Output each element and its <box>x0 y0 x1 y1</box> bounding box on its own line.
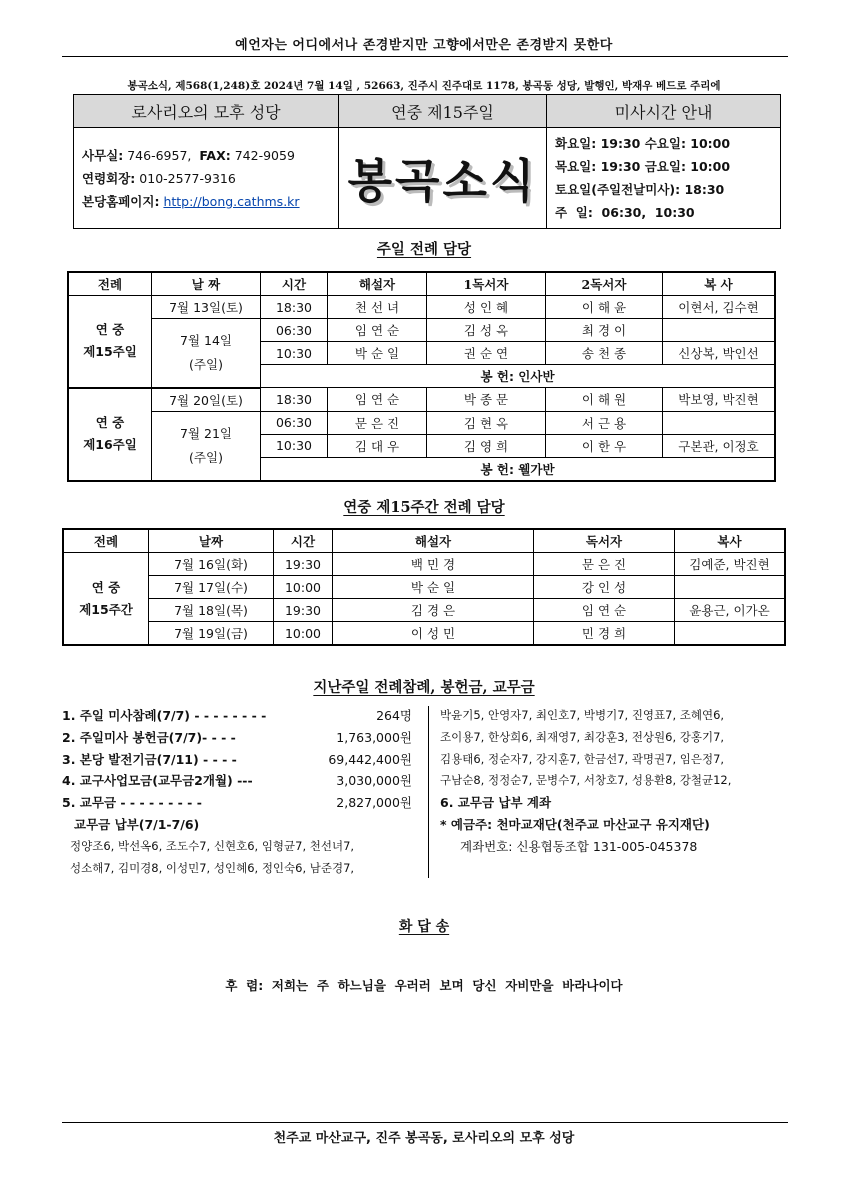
footer-text: 천주교 마산교구, 진주 봉곡동, 로사리오의 모후 성당 <box>273 1131 575 1146</box>
dues-list-line: 구남순8, 정정순7, 문병수7, 서창호7, 성용환8, 강철균12, <box>440 773 732 788</box>
mass-time-line: 목요일: 19:30 금요일: 10:00 <box>555 159 731 174</box>
servers-cell: 신상복, 박인선 <box>663 342 776 365</box>
commentator-cell: 박 순 일 <box>333 576 534 599</box>
date-cell: 7월 13일(토) <box>152 296 261 319</box>
time-cell: 10:30 <box>261 342 328 365</box>
offering-cell: 봉 헌: 웰가반 <box>261 457 776 481</box>
newsletter-title: 봉곡소식 <box>339 128 547 229</box>
date-cell: 7월 18일(목) <box>149 599 274 622</box>
commentator-cell: 박 순 일 <box>328 342 427 365</box>
homepage-link[interactable]: http://bong.cathms.kr <box>163 193 300 209</box>
finance-section-title: 지난주일 전례참례, 봉헌금, 교무금 <box>313 679 535 696</box>
weekday-section-title: 연중 제15주간 전례 담당 <box>343 499 505 516</box>
reader2-cell: 이 한 우 <box>546 434 663 457</box>
reader2-cell: 이 해 원 <box>546 388 663 412</box>
sunday-section-title: 주일 전례 담당 <box>376 241 472 258</box>
servers-cell: 구본관, 이정호 <box>663 434 776 457</box>
hymn-refrain: 후 렴: 저희는 주 하느님을 우러러 보며 당신 자비만을 바라나이다 <box>225 978 623 993</box>
column-divider <box>428 706 429 878</box>
hymn-title: 화 답 송 <box>398 919 450 935</box>
col-header: 독서자 <box>534 529 675 553</box>
date-cell: 7월 17일(수) <box>149 576 274 599</box>
time-cell: 06:30 <box>261 411 328 434</box>
date-cell: 7월 19일(금) <box>149 622 274 646</box>
finance-line: 1. 주일 미사참례(7/7) - - - - - - - - 264명 <box>62 708 412 723</box>
publication-line: 봉곡소식, 제568(1,248)호 2024년 7월 14일 , 52663, 진주시 진주대로 1178, 봉곡동 성당, 발행인, 박재우 베드로 주리에 <box>127 80 721 92</box>
commentator-cell: 김 경 은 <box>333 599 534 622</box>
date-cell: 7월 16일(화) <box>149 553 274 576</box>
col-header: 전례 <box>63 529 149 553</box>
servers-cell: 윤용근, 이가온 <box>675 599 786 622</box>
sunday-liturgy-table <box>67 271 776 482</box>
servers-cell: 김예준, 박진현 <box>675 553 786 576</box>
reader2-cell: 송 천 종 <box>546 342 663 365</box>
mass-times-title: 미사시간 안내 <box>547 95 781 128</box>
account-holder: * 예금주: 천마교재단(천주교 마산교구 유지재단) <box>440 816 710 832</box>
col-header: 복사 <box>675 529 786 553</box>
servers-cell: 이현서, 김수현 <box>663 296 776 319</box>
reader-cell: 문 은 진 <box>534 553 675 576</box>
reader1-cell: 김 성 옥 <box>427 319 546 342</box>
finance-line: 5. 교무금 - - - - - - - - - 2,827,000원 <box>62 795 412 811</box>
finance-line: 2. 주일미사 봉헌금(7/7)- - - - 1,763,000원 <box>62 729 412 745</box>
col-header: 1독서자 <box>427 272 546 296</box>
dues-list-line: 김용태6, 정순자7, 강지훈7, 한금선7, 곽명권7, 임은정7, <box>440 751 725 766</box>
col-header: 시간 <box>261 272 328 296</box>
commentator-cell: 이 성 민 <box>333 622 534 646</box>
dues-list-line: 조이용7, 한상희6, 최재영7, 최강훈3, 전상원6, 강홍기7, <box>440 729 725 744</box>
date-cell: 7월 21일 (주일) <box>152 411 261 481</box>
commentator-cell: 문 은 진 <box>328 411 427 434</box>
office-info <box>74 128 339 229</box>
servers-cell <box>663 411 776 434</box>
mass-time-line: 토요일(주일전날미사): 18:30 <box>555 182 725 197</box>
finance-right-column <box>440 705 786 858</box>
servers-cell <box>675 622 786 646</box>
reader-cell: 민 경 희 <box>534 622 675 646</box>
footer-rule <box>62 1122 788 1123</box>
weekday-liturgy-table <box>62 528 786 646</box>
top-motto: 예언자는 어디에서나 존경받지만 고향에서만은 존경받지 못한다 <box>235 38 613 53</box>
dues-list-line: 정양조6, 박선옥6, 조도수7, 신현호6, 임형균7, 천선녀7, <box>70 838 355 853</box>
col-header: 해설자 <box>328 272 427 296</box>
col-header: 날짜 <box>149 529 274 553</box>
elder-label: 연령회장: <box>82 170 136 186</box>
time-cell: 19:30 <box>274 599 333 622</box>
dues-list-line: 성소해7, 김미경8, 이성민7, 성인혜6, 정인숙6, 남준경7, <box>70 860 355 875</box>
servers-cell <box>663 319 776 342</box>
finance-summary <box>62 705 412 879</box>
servers-cell: 박보영, 박진현 <box>663 388 776 412</box>
homepage-label: 본당홈페이지: <box>82 193 160 209</box>
reader-cell: 임 연 순 <box>534 599 675 622</box>
liturgy-group-label: 연 중 제15주간 <box>63 553 149 646</box>
time-cell: 18:30 <box>261 388 328 412</box>
offering-cell: 봉 헌: 인사반 <box>261 365 776 388</box>
reader1-cell: 성 인 혜 <box>427 296 546 319</box>
parish-name: 로사리오의 모후 성당 <box>74 95 339 128</box>
reader-cell: 강 인 성 <box>534 576 675 599</box>
time-cell: 19:30 <box>274 553 333 576</box>
time-cell: 10:00 <box>274 576 333 599</box>
commentator-cell: 천 선 녀 <box>328 296 427 319</box>
office-label: 사무실: <box>82 147 124 163</box>
liturgy-group-label: 연 중 제16주일 <box>68 388 152 481</box>
office-phone: 746-6957, <box>127 147 192 163</box>
dues-list-line: 박윤기5, 안영자7, 최인호7, 박병기7, 진영표7, 조혜연6, <box>440 708 725 722</box>
mass-times <box>547 128 781 229</box>
col-header: 날 짜 <box>152 272 261 296</box>
time-cell: 10:00 <box>274 622 333 646</box>
reader1-cell: 김 현 옥 <box>427 411 546 434</box>
top-rule <box>62 56 788 57</box>
finance-line: 4. 교구사업모금(교무금2개월) --- 3,030,000원 <box>62 773 412 789</box>
reader1-cell: 김 영 희 <box>427 434 546 457</box>
elder-phone: 010-2577-9316 <box>139 170 236 186</box>
mass-time-line: 화요일: 19:30 수요일: 10:00 <box>555 136 731 151</box>
time-cell: 18:30 <box>261 296 328 319</box>
commentator-cell: 김 대 우 <box>328 434 427 457</box>
col-header: 시간 <box>274 529 333 553</box>
col-header: 복 사 <box>663 272 776 296</box>
date-cell: 7월 20일(토) <box>152 388 261 412</box>
col-header: 2독서자 <box>546 272 663 296</box>
fax-number: 742-9059 <box>234 147 295 163</box>
servers-cell <box>675 576 786 599</box>
date-cell: 7월 14일 (주일) <box>152 319 261 388</box>
header-box <box>73 94 781 229</box>
reader2-cell: 서 근 용 <box>546 411 663 434</box>
reader1-cell: 박 종 문 <box>427 388 546 412</box>
finance-line: 3. 본당 발전기금(7/11) - - - - 69,442,400원 <box>62 751 412 767</box>
fax-label: FAX: <box>199 147 231 163</box>
time-cell: 10:30 <box>261 434 328 457</box>
commentator-cell: 백 민 경 <box>333 553 534 576</box>
account-number: 계좌번호: 신용협동조합 131-005-045378 <box>460 838 698 854</box>
time-cell: 06:30 <box>261 319 328 342</box>
reader1-cell: 권 순 연 <box>427 342 546 365</box>
dues-title: 교무금 납부(7/1-7/6) <box>74 816 200 832</box>
account-title: 6. 교무금 납부 계좌 <box>440 795 552 811</box>
liturgy-group-label: 연 중 제15주일 <box>68 296 152 388</box>
commentator-cell: 임 연 순 <box>328 388 427 412</box>
reader2-cell: 최 경 이 <box>546 319 663 342</box>
commentator-cell: 임 연 순 <box>328 319 427 342</box>
sunday-name: 연중 제15주일 <box>339 95 547 128</box>
col-header: 전례 <box>68 272 152 296</box>
mass-time-line: 주 일: 06:30, 10:30 <box>555 205 695 220</box>
col-header: 해설자 <box>333 529 534 553</box>
reader2-cell: 이 해 윤 <box>546 296 663 319</box>
